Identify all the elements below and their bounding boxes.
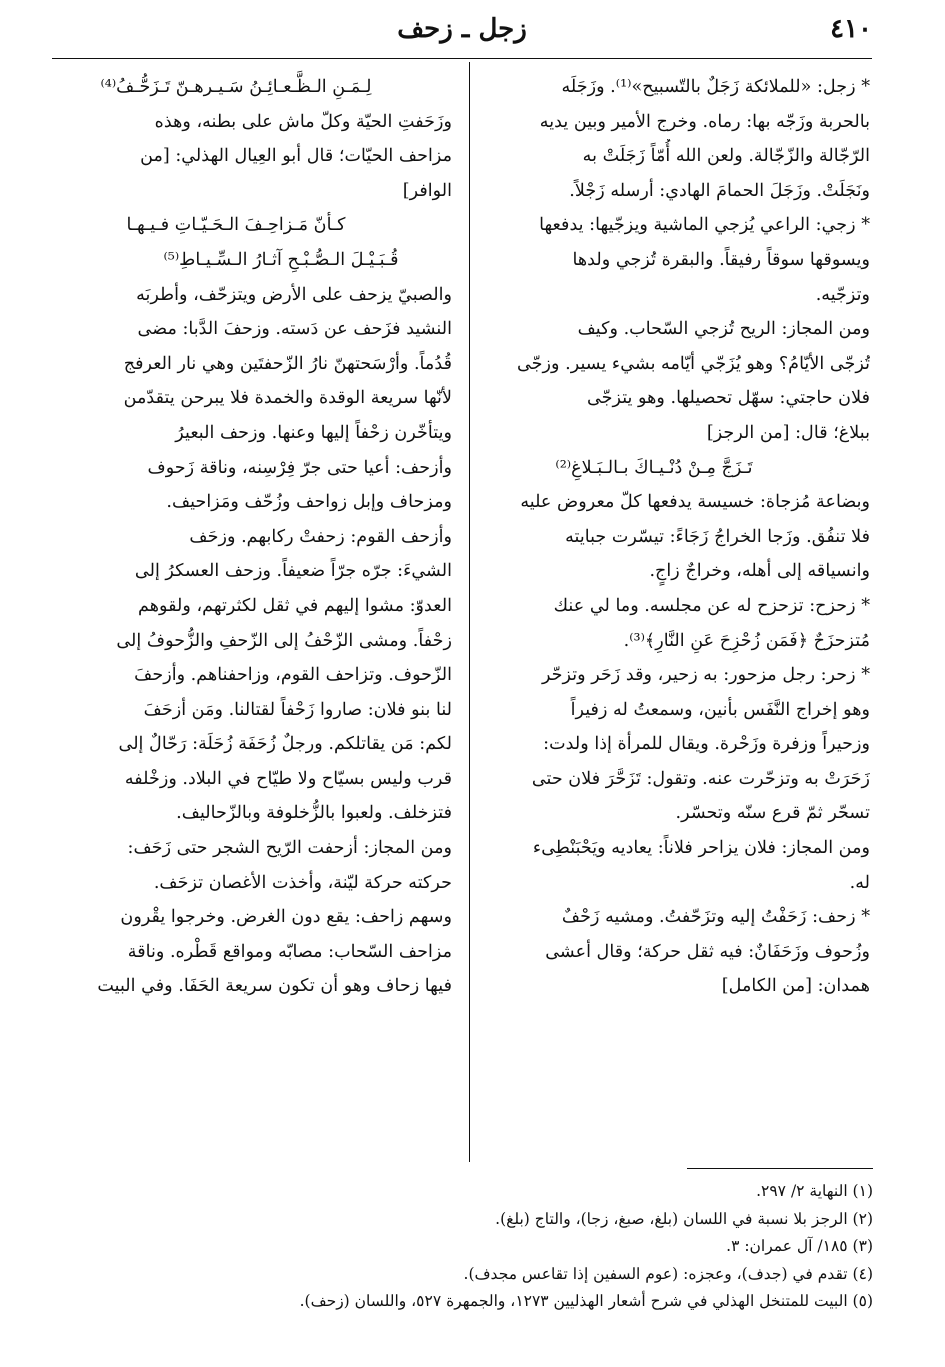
text-line: * زحر: رجل مزحور: به زحير، وقد زَحَر وتزحّر xyxy=(541,665,870,686)
text-line: الرّجّالة والزّجّالة. ولعن الله أُمّاً زَجَلَتْ به xyxy=(582,146,870,167)
verse-line: تَـزَجَّ مِـنْ دُنْـيـاكَ بـالـبَـلاغِ⁽²⁾ xyxy=(555,457,753,478)
footnote: (٥) البيت للمتنخل الهذلي في شرح أشعار الهذليين ١٢٧٣، والجمهرة ٥٢٧، واللسان (زحف). xyxy=(299,1292,873,1310)
text-line: الزّحوف. وتزاحف القوم، وزاحفناهم. وأزحفَ xyxy=(134,665,452,686)
text-line: وسهم زاحف: يقع دون الغرض. وخرجوا يقْرون xyxy=(120,907,452,928)
text-line: بالحربة وزَجّه بها: رماه. وخرج الأمير وبين يديه xyxy=(539,111,870,132)
text-line: وتزجّيه. xyxy=(815,284,870,305)
text-line: مُتزحزَحٌ ﴿فَمَن زُحْزِحَ عَنِ النَّارِ﴾⁽³⁾. xyxy=(623,630,870,651)
text-line: حركته حركة ليّنة، وأخذت الأغصان تزحَف. xyxy=(153,872,452,893)
text-line: لكم: مَن يقاتلكم. ورجلٌ زُحَفَة زُحَلَة: رَحّالٌ إلى xyxy=(118,734,452,755)
text-line: وبضاعة مُزجاة: خسيسة يدفعها كلّ معروض عليه xyxy=(520,492,870,513)
text-line: ومزحاف وإبل زواحف وزُحّف ومَزاحيف. xyxy=(166,492,452,513)
text-line: وأزحف القوم: زحفتْ ركابهم. وزحَف xyxy=(189,526,452,547)
text-line: وانسياقه إلى أهله، وخراجٌ زاجٍ. xyxy=(649,561,870,582)
footnote-rule xyxy=(687,1168,873,1169)
text-line: ببلاغ؛ قال: [من الرجز] xyxy=(706,422,870,443)
page-header xyxy=(52,14,872,48)
text-line: والصبيّ يزحف على الأرض ويتزحّف، وأطربَه xyxy=(136,284,452,305)
text-line: قُدُماً. وأرْسَحتهنّ نارُ الزّحفتَين وهي نار العرفج xyxy=(123,353,452,374)
text-line: فلا تنفُق. وزَجا الخراجُ زَجَاءً: تيسّرت جبايته xyxy=(565,526,870,547)
footnote: (٤) تقدم في (جدف)، وعجزه: (عوم السفين إذا تقاعس مجدف). xyxy=(463,1264,873,1283)
text-line: * زحف: زَحَفْتُ إليه وتزَحّفتُ. ومشيه زَحْفٌ xyxy=(561,907,870,928)
text-line: مزاحف الحيّات؛ قال أبو العِيال الهذلي: [من xyxy=(140,146,452,167)
text-line: قرب وليس بسيّاح ولا طيّاح في البلاد. وزخْلفه xyxy=(124,768,452,789)
text-line: ويتأخّرن زحْفاً إليها وعنها. وزحف البعيرُ xyxy=(175,422,452,443)
text-line: * زحزح: تزحزح له عن مجلسه. وما لي عنك xyxy=(553,595,870,616)
text-line: زَحَرَتْ به وتزحّرت عنه. وتقول: تَزَحَّرَ فلان حتى xyxy=(531,768,870,789)
text-line: الشيءَ: جرّه جرّاً ضعيفاً. وزحف العسكرُ إلى xyxy=(134,561,452,582)
text-line: وزَحَفتِ الحيّة وكلّ ماش على بطنه، وهذه xyxy=(154,111,452,132)
footnote: (٣) ١٨٥/ آل عمران: ٣. xyxy=(726,1237,873,1255)
footnote: (٢) الرجز بلا نسبة في اللسان (بلغ، صبغ، زجا)، والتاج (بلغ). xyxy=(495,1209,873,1228)
text-line: * زجي: الراعي يُزجي الماشية ويزجّيها: يدفعها xyxy=(539,215,870,236)
text-line: تُزجّى الأيّامُ؟ وهو يُزَجّي أيّامه بشيء يسير. وزجّى xyxy=(517,353,870,374)
text-line: وأزحف: أعيا حتى جرّ فِرْسِنه، وناقة زَحوف xyxy=(147,457,452,478)
header-rule xyxy=(52,58,872,59)
left-column xyxy=(60,70,452,1004)
text-line: همدان: [من الكامل] xyxy=(721,976,870,997)
text-line: العدوّ: مشوا إليهم في ثقل لكثرتهم، ولقوهم xyxy=(138,595,452,616)
text-line: ويسوقها سوقاً رفيقاً. والبقرة تُزجي ولدها xyxy=(572,249,870,270)
text-line: فتزخلف. ولعبوا بالزُّخلوفة وبالزّحاليف. xyxy=(176,803,452,824)
text-line: لنا بنو فلان: صاروا زَحْفاً لقتالنا. ومَن أزحَفَ xyxy=(143,699,452,720)
running-head: زجل ـ زحف xyxy=(397,14,527,44)
text-line: وزحيراً وزفرة وزَحْرة. ويقال للمرأة إذا ولدت: xyxy=(543,734,870,755)
verse-line: قُـبَـيْـلَ الـصُّـبْـحِ آثـارُ الـسِّـيـاطِ⁽⁵⁾ xyxy=(163,249,399,270)
text-line: وزُحوف وزَحَفَانٌ: فيه ثقل حركة؛ وقال أعشى xyxy=(545,941,870,962)
footnotes xyxy=(73,1178,873,1316)
text-line: * زجل: «للملائكة زَجَلٌ بالتّسبيح»⁽¹⁾. وزَجَلَه xyxy=(561,77,870,97)
right-column xyxy=(478,70,870,1004)
text-line: مزاحف السّحاب: مصابّه ومواقع قَطْره. وناقة xyxy=(127,941,452,962)
text-line: تسحّر ثمّ قرع سنّه وتحسّر. xyxy=(675,803,870,824)
text-line: ونَجَلَتْ. وزَجَلَ الحمامَ الهادي: أرسله زَجْلاً. xyxy=(569,180,870,201)
text-line: له. xyxy=(849,872,870,893)
text-line: ومن المجاز: أزحفت الرّيح الشجر حتى زَحَف: xyxy=(127,838,452,859)
verse-line: كـأنّ مَـزاحِـفَ الـحَـيّـاتِ فـيـهـا xyxy=(126,215,346,236)
verse-line: لِـمَـنِ الـظَّـعـائِـنُ سَـيـرهـنّ تَـزَحُّـفُ⁽⁴⁾ xyxy=(100,77,372,97)
text-line: لأنّها سريعة الوقدة والخمدة فلا يبرحن يتقدّمن xyxy=(123,388,452,409)
text-line: ومن المجاز: فلان يزاحر فلاناً: يعاديه ويَحْبَنْطِىء xyxy=(532,838,870,859)
page-number: ٤١٠ xyxy=(830,14,872,44)
text-line: الوافر] xyxy=(402,180,452,201)
text-line: وهو إخراج النَّفَس بأنين، وسمعتُ له زفيراً xyxy=(570,699,870,720)
text-line: فيها زحاف وهو أن تكون سريعة الحَفَا. وفي البيت xyxy=(97,976,452,997)
column-divider xyxy=(469,62,470,1162)
text-line: ومن المجاز: الريح تُزجي السّحاب. وكيف xyxy=(577,319,870,340)
text-line: زحْفاً. ومشى الزّحْفُ إلى الزّحفِ والزُّحوفُ إلى xyxy=(116,630,452,651)
text-line: فلان حاجتي: سهّل تحصيلها. وهو يتزجّى xyxy=(586,388,870,409)
footnote: (١) النهاية ٢/ ٢٩٧. xyxy=(756,1182,873,1200)
text-line: النشيد فزَحف عن دَسته. وزحفَ الدَّبا: مضى xyxy=(137,319,452,340)
